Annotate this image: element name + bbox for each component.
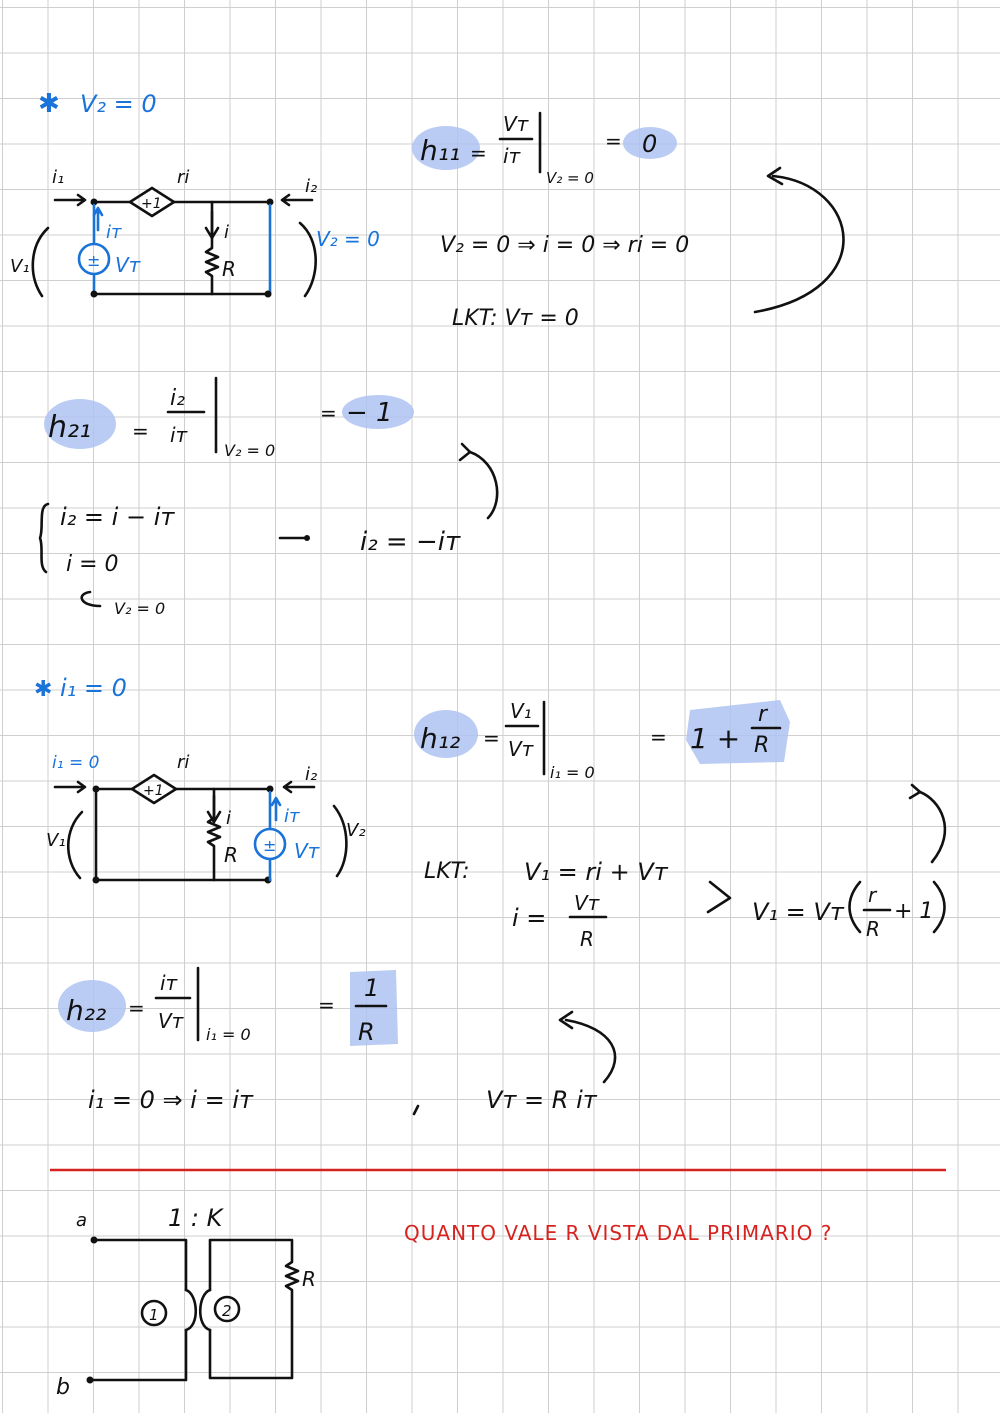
- terminal-b: b: [56, 1375, 70, 1400]
- h22-cond: i₁ = 0: [206, 1025, 251, 1044]
- h12-result-den: R: [754, 733, 770, 758]
- curved-arrow-1: [755, 176, 844, 312]
- lkt2-line2-lhs: i =: [512, 904, 547, 932]
- section-v2-header: [38, 89, 157, 119]
- curved-arrow-2: [920, 792, 945, 862]
- h12-label: h₁₂: [420, 722, 461, 755]
- question-text: QUANTO VALE R VISTA DAL PRIMARIO ?: [404, 1221, 833, 1245]
- label-R-2: R: [224, 843, 238, 867]
- transformer-R: R: [302, 1267, 316, 1291]
- label-i: i: [224, 222, 230, 243]
- svg-text:±: ±: [263, 836, 277, 855]
- svg-text:=: =: [650, 725, 667, 749]
- winding-1-label: 1: [149, 1306, 159, 1324]
- system-line1: i₂ = i − iᴛ: [60, 503, 175, 531]
- label-iT: iᴛ: [106, 222, 122, 243]
- label-i1eq: i₁ = 0: [52, 753, 100, 773]
- svg-text:=: =: [483, 726, 500, 750]
- h21-result: − 1: [346, 398, 393, 428]
- asterisk-icon: ✱: [38, 89, 60, 119]
- h12-result-num: r: [758, 702, 768, 727]
- h12-result-main: 1 +: [690, 722, 741, 755]
- h22-result-den: R: [358, 1018, 375, 1046]
- label-iT-2: iᴛ: [284, 806, 300, 827]
- transformer-circuit: [56, 1204, 316, 1400]
- h21-equation: [44, 378, 414, 460]
- lkt2-result-tail: + 1: [894, 899, 934, 924]
- label-VT: Vᴛ: [115, 253, 141, 277]
- terminal-a: a: [76, 1210, 88, 1231]
- lkt2-line1: V₁ = ri + Vᴛ: [524, 858, 668, 886]
- label-V1-2: V₁: [46, 830, 66, 851]
- h11-result: 0: [642, 130, 658, 158]
- label-i2: i₂: [305, 176, 318, 197]
- implication-line: V₂ = 0 ⇒ i = 0 ⇒ ri = 0: [440, 233, 690, 258]
- winding-2-label: 2: [222, 1302, 232, 1320]
- system-block: [40, 444, 497, 618]
- svg-text:±: ±: [87, 251, 101, 270]
- section-i1-header: [34, 674, 127, 702]
- h12-equation: [414, 699, 790, 782]
- h11-den: iᴛ: [503, 144, 521, 168]
- label-plus1-2: +1: [143, 783, 164, 799]
- label-ri: ri: [177, 167, 190, 188]
- lkt2-label: LKT:: [424, 859, 470, 884]
- label-V2eq: V₂ = 0: [316, 227, 380, 251]
- h22-den: Vᴛ: [158, 1009, 184, 1033]
- h21-den: iᴛ: [170, 423, 188, 447]
- label-R: R: [222, 257, 236, 281]
- label-plus1: +1: [141, 196, 162, 212]
- svg-text:=: =: [470, 141, 487, 165]
- system-result: i₂ = −iᴛ: [360, 527, 461, 557]
- lkt2-result-lhs: V₁ = Vᴛ: [752, 898, 844, 926]
- h11-cond: V₂ = 0: [546, 169, 594, 187]
- h12-cond: i₁ = 0: [550, 763, 595, 782]
- lkt2-line2-num: Vᴛ: [574, 891, 600, 915]
- label-ri-2: ri: [177, 752, 190, 773]
- system-note: V₂ = 0: [114, 599, 166, 618]
- svg-text:=: =: [128, 996, 145, 1020]
- h22-label: h₂₂: [66, 994, 107, 1027]
- label-VT-2: Vᴛ: [294, 839, 320, 863]
- svg-text:=: =: [132, 419, 149, 443]
- lkt-block-2: [424, 858, 945, 951]
- label-i-2: i: [226, 808, 232, 829]
- circuit-2: [46, 752, 366, 884]
- h11-num: Vᴛ: [503, 112, 529, 136]
- h22-equation: [58, 968, 398, 1046]
- lkt2-result-den: R: [866, 917, 880, 941]
- ratio-label: 1 : K: [168, 1204, 223, 1232]
- svg-text:=: =: [605, 129, 622, 153]
- last-line-a: i₁ = 0 ⇒ i = iᴛ: [88, 1086, 253, 1114]
- label-i1: i₁: [52, 167, 65, 188]
- lkt-line: LKT: Vᴛ = 0: [452, 306, 579, 331]
- asterisk-icon: ✱: [34, 677, 53, 702]
- h12-den: Vᴛ: [508, 737, 534, 761]
- svg-text:=: =: [318, 993, 335, 1017]
- system-line2: i = 0: [66, 552, 119, 577]
- svg-text:=: =: [320, 401, 337, 425]
- label-V1: V₁: [10, 256, 30, 277]
- lkt2-line2-den: R: [580, 927, 594, 951]
- last-line-b: Vᴛ = R iᴛ: [486, 1086, 597, 1114]
- h11-equation: [412, 112, 677, 187]
- h21-cond: V₂ = 0: [224, 441, 276, 460]
- circuit-1: [10, 167, 380, 298]
- section-i1-title: i₁ = 0: [60, 674, 127, 702]
- h22-result-num: 1: [364, 974, 380, 1002]
- section-v2-title: V₂ = 0: [80, 90, 157, 118]
- lkt2-result-num: r: [868, 883, 877, 907]
- h22-num: iᴛ: [160, 971, 178, 995]
- h12-num: V₁: [510, 699, 532, 723]
- h21-label: h₂₁: [48, 410, 92, 445]
- h11-label: h₁₁: [420, 134, 461, 167]
- label-i2-2: i₂: [305, 764, 318, 785]
- curved-arrow-3: [566, 1020, 615, 1082]
- h21-num: i₂: [170, 386, 185, 411]
- label-V2-2: V₂: [346, 820, 366, 841]
